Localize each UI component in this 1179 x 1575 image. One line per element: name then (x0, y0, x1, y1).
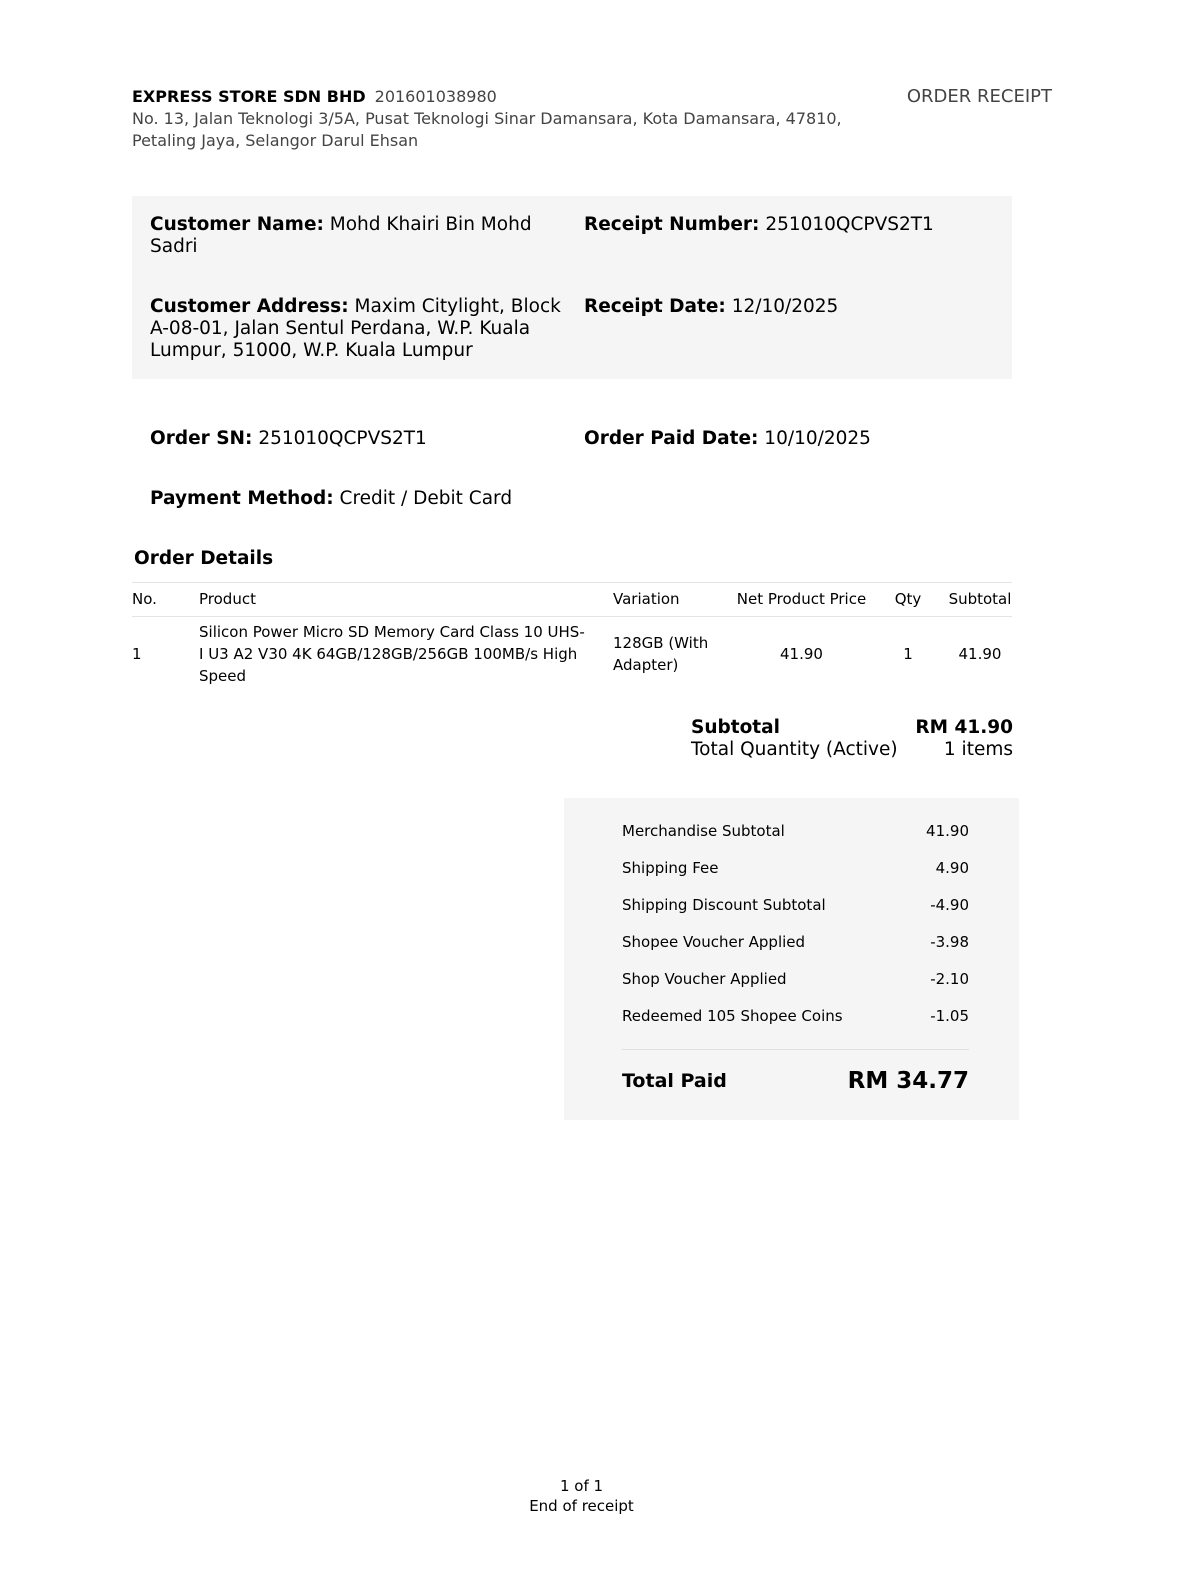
summary-line-value: -2.10 (930, 970, 969, 988)
registration-number: 201601038980 (374, 87, 497, 106)
item-variation: 128GB (With Adapter) (613, 634, 709, 674)
total-quantity-row (691, 739, 1013, 761)
document-title: ORDER RECEIPT (906, 86, 1052, 107)
payment-summary-box (564, 798, 1019, 1120)
payment-method-field (150, 488, 750, 510)
payment-method-label: Payment Method: (150, 488, 334, 509)
table-row (132, 617, 1012, 692)
order-paid-date-value: 10/10/2025 (764, 428, 871, 449)
column-header-qty: Qty (868, 583, 948, 617)
subtotal-row (691, 717, 1013, 739)
customer-address-label: Customer Address: (150, 296, 349, 317)
company-name: EXPRESS STORE SDN BHD (132, 87, 366, 106)
receipt-number-label: Receipt Number: (584, 214, 760, 235)
summary-line-label: Merchandise Subtotal (622, 822, 785, 840)
customer-address-field (150, 296, 575, 362)
receipt-number-field (584, 214, 1004, 236)
summary-line-shopee-coins (622, 1007, 969, 1025)
company-address: No. 13, Jalan Teknologi 3/5A, Pusat Teknologi Sinar Damansara, Kota Damansara, 47810, Petaling Jaya, Selangor Darul Ehsan (132, 109, 842, 150)
summary-line-label: Shipping Discount Subtotal (622, 896, 826, 914)
total-quantity-value: 1 items (943, 739, 1013, 760)
order-details-heading: Order Details (134, 548, 274, 569)
order-paid-date-field (584, 428, 1004, 450)
total-quantity-label: Total Quantity (Active) (691, 739, 898, 760)
summary-line-value: 4.90 (935, 859, 969, 877)
item-subtotal: 41.90 (958, 645, 1002, 663)
page-number: 1 of 1 (559, 1477, 604, 1495)
receipt-date-field (584, 296, 1004, 318)
company-line (132, 87, 497, 106)
summary-line-merchandise-subtotal (622, 822, 969, 840)
total-paid-value: RM 34.77 (847, 1068, 969, 1094)
summary-line-shipping-fee (622, 859, 969, 877)
item-no: 1 (132, 645, 142, 663)
column-header-net-price: Net Product Price (735, 583, 868, 617)
summary-line-value: -1.05 (930, 1007, 969, 1025)
table-header-row (132, 583, 1012, 617)
subtotal-label: Subtotal (691, 717, 780, 738)
total-paid-row (622, 1068, 969, 1094)
summary-line-label: Shopee Voucher Applied (622, 933, 806, 951)
customer-address-value: Maxim Citylight, Block A-08-01, Jalan Sentul Perdana, W.P. Kuala Lumpur, 51000, W.P. Kuala Lumpur (150, 296, 561, 361)
column-header-subtotal: Subtotal (948, 583, 1012, 617)
summary-line-shop-voucher (622, 970, 969, 988)
summary-divider (622, 1049, 969, 1050)
receipt-number-value: 251010QCPVS2T1 (765, 214, 934, 235)
column-header-no: No. (132, 583, 199, 617)
summary-line-label: Shipping Fee (622, 859, 719, 877)
customer-name-label: Customer Name: (150, 214, 324, 235)
summary-line-shipping-discount (622, 896, 969, 914)
summary-line-shopee-voucher (622, 933, 969, 951)
order-sn-value: 251010QCPVS2T1 (258, 428, 427, 449)
order-items-table (132, 582, 1012, 691)
column-header-product: Product (199, 583, 613, 617)
order-sn-label: Order SN: (150, 428, 253, 449)
end-of-receipt: End of receipt (529, 1497, 634, 1515)
order-paid-date-label: Order Paid Date: (584, 428, 759, 449)
subtotal-block (691, 717, 1013, 761)
total-paid-label: Total Paid (622, 1070, 727, 1092)
receipt-date-label: Receipt Date: (584, 296, 726, 317)
order-sn-field (150, 428, 575, 450)
summary-line-value: -3.98 (930, 933, 969, 951)
payment-method-value: Credit / Debit Card (339, 488, 513, 509)
customer-name-field (150, 214, 575, 258)
summary-line-label: Redeemed 105 Shopee Coins (622, 1007, 843, 1025)
column-header-variation: Variation (613, 583, 735, 617)
summary-line-value: 41.90 (926, 822, 969, 840)
summary-line-value: -4.90 (930, 896, 969, 914)
receipt-date-value: 12/10/2025 (731, 296, 839, 317)
summary-line-label: Shop Voucher Applied (622, 970, 787, 988)
item-product: Silicon Power Micro SD Memory Card Class 10 UHS-I U3 A2 V30 4K 64GB/128GB/256GB 100MB/s High Speed (199, 623, 585, 685)
subtotal-value: RM 41.90 (915, 717, 1013, 738)
item-qty: 1 (903, 645, 913, 663)
item-net-price: 41.90 (780, 645, 823, 663)
customer-name-value: Mohd Khairi Bin Mohd Sadri (150, 214, 532, 257)
